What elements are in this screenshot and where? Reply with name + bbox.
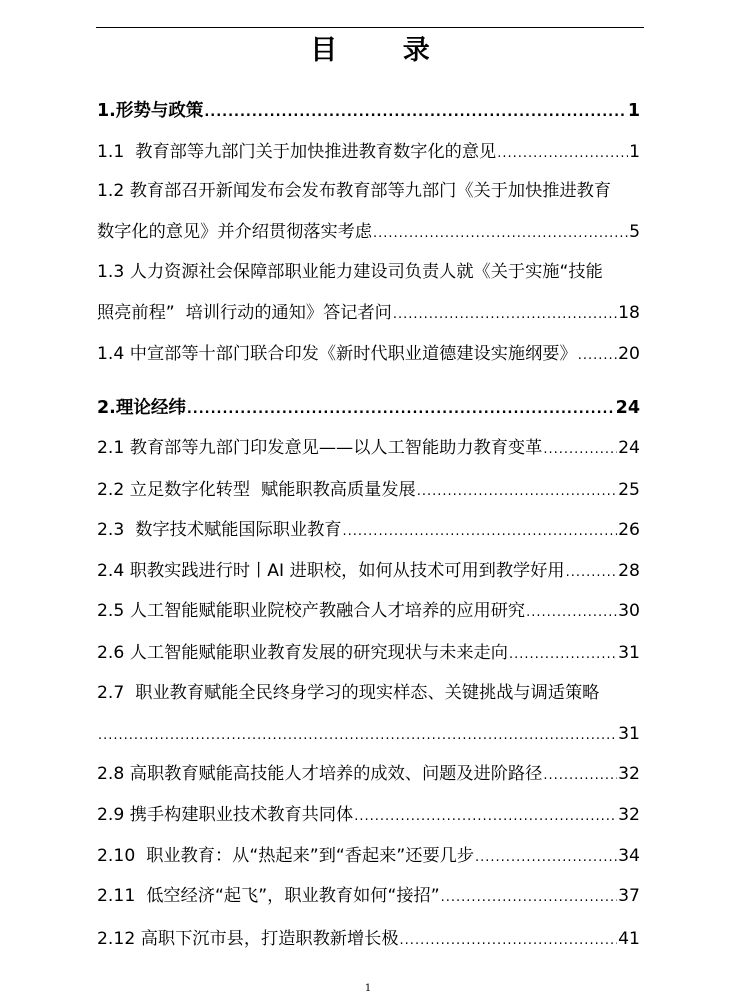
toc-entry[interactable]: [97, 342, 640, 368]
dot-leader: [354, 805, 617, 829]
toc-entry-label: 2.5 人工智能赋能职业院校产教融合人才培养的应用研究: [97, 601, 526, 621]
toc-entry-page: 32: [618, 764, 640, 784]
toc-entry-page: 30: [618, 601, 640, 621]
toc-entry-page: 28: [618, 561, 640, 581]
toc-entry-page: 34: [618, 846, 640, 866]
toc-entry[interactable]: [97, 884, 640, 910]
dot-leader: [393, 303, 617, 327]
toc-entry-label: 2.8 高职教育赋能高技能人才培养的成效、问题及进阶路径: [97, 764, 543, 784]
dot-leader: [509, 643, 617, 667]
toc-entry[interactable]: [97, 140, 640, 166]
toc-entry-label: 2.理论经纬: [97, 398, 186, 418]
toc-entry-label: 2.1 教育部等九部门印发意见——以人工智能助力教育变革: [97, 438, 543, 458]
dot-leader: [566, 561, 618, 585]
toc-entry-label: 1.1 教育部等九部门关于加快推进教育数字化的意见: [97, 142, 497, 162]
toc-entry[interactable]: [97, 559, 640, 585]
toc-entry-page: 20: [618, 344, 640, 364]
toc-entry-label: 2.6 人工智能赋能职业教育发展的研究现状与未来走向: [97, 643, 508, 663]
toc-entry-page: 5: [629, 222, 640, 242]
dot-leader: [475, 846, 617, 870]
toc-entry-label: 2.3 数字技术赋能国际职业教育: [97, 520, 342, 540]
toc-entry-label: 2.12 高职下沉市县，打造职教新增长极: [97, 929, 399, 949]
toc-title: 目 录: [310, 35, 458, 66]
toc-entry-page: 1: [629, 142, 640, 162]
dot-leader: [343, 520, 618, 544]
toc-entry[interactable]: [97, 179, 640, 246]
toc-entry-label-line1: 2.7 职业教育赋能全民终身学习的现实样态、关键挑战与调适策略: [97, 683, 600, 703]
toc-entry-label: 数字化的意见》并介绍贯彻落实考虑: [97, 222, 373, 242]
toc-entry-page: 25: [618, 480, 640, 500]
toc-entry-page: 26: [618, 520, 640, 540]
dot-leader: [373, 222, 628, 246]
toc-entry-label: 2.2 立足数字化转型 赋能职教高质量发展: [97, 480, 416, 500]
toc-entry[interactable]: [97, 681, 640, 748]
dot-leader: [187, 398, 615, 422]
toc-entry-label: 1.形势与政策: [97, 101, 204, 121]
toc-entry[interactable]: [97, 803, 640, 829]
toc-entry-label: 2.4 职教实践进行时丨AI 进职校，如何从技术可用到教学好用: [97, 561, 565, 581]
toc-entry[interactable]: [97, 99, 640, 125]
toc-entry-label: 2.9 携手构建职业技术教育共同体: [97, 805, 354, 825]
dot-leader: [578, 344, 617, 368]
toc-entry-label: 2.11 低空经济“起飞”，职业教育如何“接招”: [97, 886, 440, 906]
toc-entry-page: 1: [627, 101, 640, 121]
toc-entry[interactable]: [97, 599, 640, 625]
toc-entry-page: 32: [618, 805, 640, 825]
toc-entry-page: 31: [618, 724, 640, 744]
toc-entry-page: 24: [615, 398, 640, 418]
top-rule: [96, 27, 644, 28]
toc-entry[interactable]: [97, 641, 640, 667]
toc-entry[interactable]: [97, 762, 640, 788]
toc-entry[interactable]: [97, 844, 640, 870]
dot-leader: [543, 438, 617, 462]
toc-entry-label: 2.10 职业教育：从“热起来”到“香起来”还要几步: [97, 846, 475, 866]
toc-entry[interactable]: [97, 396, 640, 422]
toc-entry-label: 照亮前程” 培训行动的通知》答记者问: [97, 303, 392, 323]
toc-entry-page: 18: [618, 303, 640, 323]
toc-entry[interactable]: [97, 478, 640, 504]
toc-entry-label: 1.4 中宣部等十部门联合印发《新时代职业道德建设实施纲要》: [97, 344, 577, 364]
dot-leader: [526, 601, 617, 625]
dot-leader: [441, 886, 617, 910]
toc-entry-label-line1: 1.2 教育部召开新闻发布会发布教育部等九部门《关于加快推进教育: [97, 181, 612, 201]
toc-entry-label-line1: 1.3 人力资源社会保障部职业能力建设司负责人就《关于实施“技能: [97, 262, 603, 282]
toc-entry-page: 37: [618, 886, 640, 906]
dot-leader: [543, 764, 617, 788]
dot-leader: [497, 142, 628, 166]
toc-entry-page: 31: [618, 643, 640, 663]
toc-entry[interactable]: [97, 927, 640, 953]
toc-entry[interactable]: [97, 260, 640, 327]
toc-entry-page: 24: [618, 438, 640, 458]
toc-entry-page: 41: [618, 929, 640, 949]
toc-entry[interactable]: [97, 436, 640, 462]
dot-leader: [204, 101, 626, 125]
toc-entry[interactable]: [97, 518, 640, 544]
dot-leader: [417, 480, 617, 504]
dot-leader: [400, 929, 618, 953]
page-number: 1: [364, 983, 372, 994]
dot-leader: [98, 724, 617, 748]
